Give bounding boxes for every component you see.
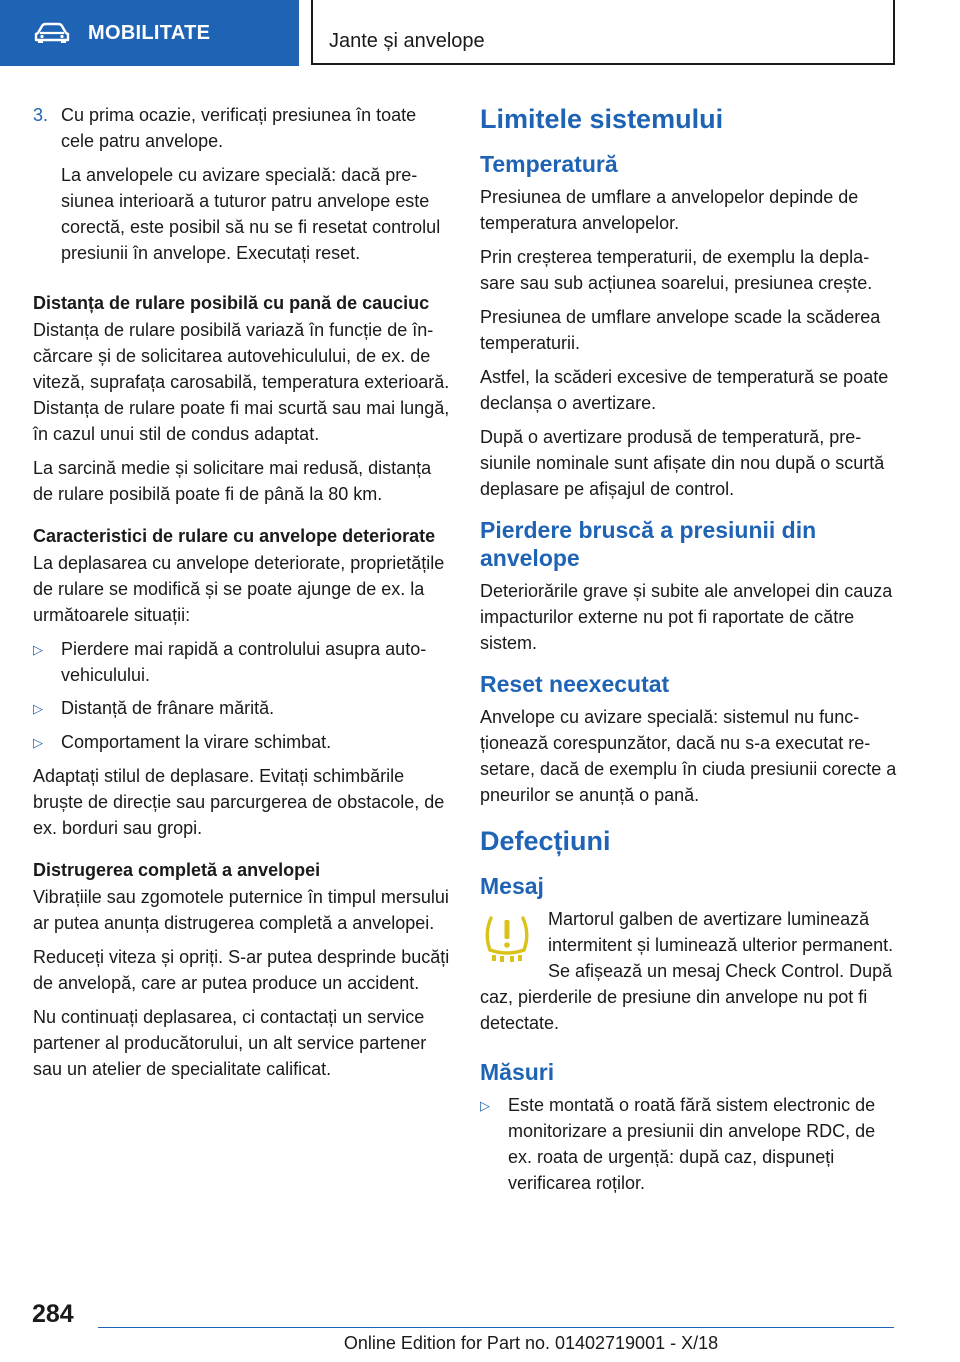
step-number: 3.	[33, 105, 49, 125]
chapter-tab[interactable]	[311, 0, 895, 65]
temperature-paragraph: Presiunea de umflare anvelope scade la scăderea temperaturii.	[480, 307, 881, 353]
damaged-paragraph: La deplasarea cu anvelope deteriorate, proprietățile de rulare se modifică și se poate ajunge de ex. la următoarele situații:	[33, 553, 445, 625]
reset-paragraph: Anvelope cu avizare specială: sistemul nu funcționează corespunzător, dacă nu s-a executat resetare, dacă de exemplu în ciuda presiunii corecte a pneurilor se anunță o pană.	[480, 707, 897, 805]
footer-divider	[98, 1327, 894, 1328]
right-column	[480, 102, 897, 1203]
distance-paragraph: Distanța de rulare posibilă variază în funcție de încărcare și de solicitarea autovehiculului, de ex. de viteză, suprafața carosabilă, temperatura exterioară. Distanța de rulare poate fi mai scurtă sau mai lungă, în cazul unui stil de condus adaptat.	[33, 320, 450, 444]
page-header	[0, 0, 960, 66]
bullet-triangle-icon: ▷	[33, 701, 43, 716]
faults-title: Defecțiuni	[480, 826, 611, 856]
damaged-paragraph: Adaptați stilul de deplasare. Evitați schimbările bruște de direcție sau parcurgerea de obstacole, de ex. borduri sau gropi.	[33, 766, 445, 838]
temperature-paragraph: Astfel, la scăderi excesive de temperatură se poate declanșa o avertizare.	[480, 367, 889, 413]
destroy-paragraph: Reduceți viteza și opriți. S-ar putea desprinde bucăți de anvelopă, care ar putea produce un accident.	[33, 947, 450, 993]
section-tab[interactable]	[0, 0, 299, 66]
distance-heading: Distanța de rulare posibilă cu pană de cauciuc	[33, 293, 430, 313]
chapter-label: Jante și anvelope	[329, 30, 485, 52]
sudden-loss-heading: Pierdere bruscă a presiunii din anvelope	[480, 517, 817, 571]
limits-title: Limitele sistemului	[480, 104, 724, 134]
temperature-paragraph: Prin creșterea temperaturii, de exemplu la deplasare sau sub acțiunea soarelui, presiunea crește.	[480, 247, 873, 293]
step-text: Cu prima ocazie, verificați presiunea în toate cele patru anvelope.	[61, 105, 417, 151]
destroy-paragraph: Vibrațiile sau zgomotele puternice în timpul mersului ar putea anunța distrugerea completă a anvelopei.	[33, 887, 449, 933]
message-block	[480, 906, 897, 1036]
edition-note: Online Edition for Part no. 01402719001 - X/18	[343, 1333, 719, 1353]
message-paragraph: Martorul galben de avertizare luminează intermitent și luminează ulterior permanent. Se afișează un mesaj Check Control. După caz, pierderile de presiune din anvelope nu pot fi detectate.	[480, 909, 894, 1033]
bullet-triangle-icon: ▷	[33, 642, 43, 657]
temperature-heading: Temperatură	[480, 151, 618, 177]
list-item: ▷ Este montată o roată fără sistem electronic de monitorizare a presiunii din anvelope RDC, de ex. roata de urgență: după caz, dispuneți verificarea roților.	[480, 1092, 897, 1196]
measures-list	[480, 1092, 897, 1196]
damaged-list	[33, 636, 450, 756]
step-item	[33, 102, 450, 274]
reset-heading: Reset neexecutat	[480, 671, 670, 697]
list-item: ▷ Comportament la virare schimbat.	[33, 729, 450, 756]
step-note: La anvelopele cu avizare specială: dacă presiunea interioară a tuturor patru anvelope este corectă, este posibil să nu se fi resetat controlul presiunii în anvelope. Executați reset.	[61, 165, 441, 263]
section-label: MOBILITATE	[88, 21, 211, 44]
damaged-heading: Caracteristici de rulare cu anvelope deteriorate	[33, 526, 436, 546]
car-icon	[34, 22, 70, 44]
left-column	[33, 102, 450, 1090]
page-number: 284	[32, 1300, 74, 1328]
temperature-paragraph: Presiunea de umflare a anvelopelor depinde de temperatura anvelopelor.	[480, 187, 859, 233]
temperature-paragraph: După o avertizare produsă de temperatură, presiunile nominale sunt afișate din nou după o scurtă deplasare pe afișajul de control.	[480, 427, 885, 499]
tire-pressure-warning-icon	[482, 912, 532, 964]
list-item: ▷ Distanță de frânare mărită.	[33, 695, 450, 722]
sudden-loss-paragraph: Deteriorările grave și subite ale anvelopei din cauza impacturilor externe nu pot fi raportate de către sistem.	[480, 581, 893, 653]
bullet-triangle-icon: ▷	[480, 1098, 490, 1113]
list-item: ▷ Pierdere mai rapidă a controlului asupra autovehiculului.	[33, 636, 450, 688]
message-heading: Mesaj	[480, 873, 544, 899]
destroy-paragraph: Nu continuați deplasarea, ci contactați un service partener al producătorului, un alt service partener sau un atelier de specialitate calificat.	[33, 1007, 427, 1079]
destroy-heading: Distrugerea completă a anvelopei	[33, 860, 321, 880]
distance-paragraph: La sarcină medie și solicitare mai redusă, distanța de rulare posibilă poate fi de până la 80 km.	[33, 458, 432, 504]
bullet-triangle-icon: ▷	[33, 735, 43, 750]
measures-heading: Măsuri	[480, 1059, 555, 1085]
